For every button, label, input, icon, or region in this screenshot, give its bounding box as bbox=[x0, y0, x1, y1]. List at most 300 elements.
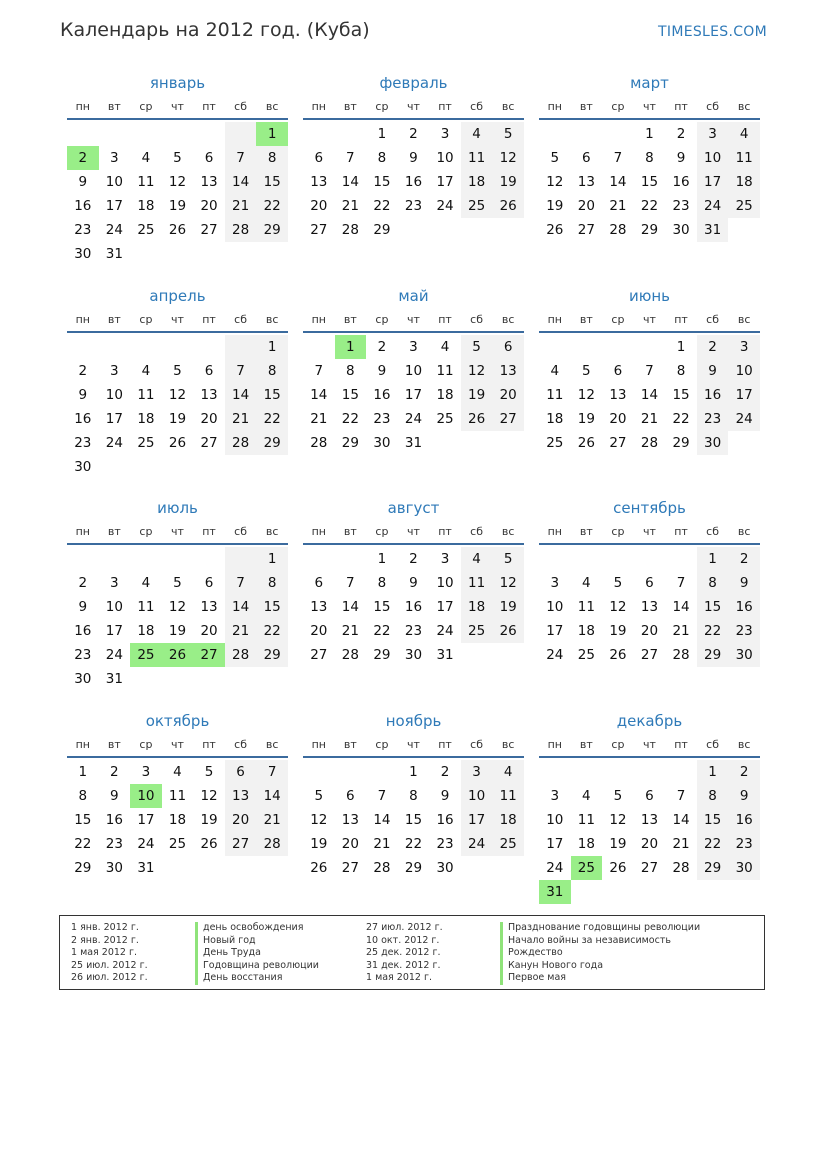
day-cell: 15 bbox=[256, 383, 288, 407]
page-title: Календарь на 2012 год. (Куба) bbox=[60, 19, 370, 41]
day-cell: 7 bbox=[256, 760, 288, 784]
week-row bbox=[67, 122, 288, 146]
weekday-label: чт bbox=[171, 525, 184, 538]
week-row bbox=[539, 383, 760, 407]
empty-cell bbox=[162, 667, 194, 691]
day-cell: 11 bbox=[137, 599, 155, 615]
day-cell: 25 bbox=[461, 619, 493, 643]
day-cell: 25 bbox=[728, 194, 760, 218]
week-row bbox=[539, 146, 760, 170]
weekday-label: чт bbox=[407, 525, 420, 538]
empty-cell bbox=[728, 431, 760, 455]
empty-cell bbox=[99, 122, 131, 146]
day-cell: 29 bbox=[341, 435, 359, 451]
empty-cell bbox=[571, 547, 603, 571]
day-cell: 11 bbox=[461, 146, 493, 170]
week-row bbox=[539, 170, 760, 194]
day-cell: 4 bbox=[141, 363, 151, 379]
weekday-label: пн bbox=[311, 313, 326, 326]
day-cell: 15 bbox=[373, 599, 391, 615]
day-cell: 27 bbox=[609, 435, 627, 451]
weekday-label: пн bbox=[75, 100, 90, 113]
day-cell: 4 bbox=[582, 788, 591, 804]
day-cell: 13 bbox=[310, 599, 328, 615]
week-row bbox=[539, 808, 760, 832]
day-cell: 3 bbox=[110, 575, 119, 591]
day-cell: 4 bbox=[173, 764, 182, 780]
empty-cell bbox=[162, 242, 194, 266]
weekday-label: пт bbox=[202, 525, 216, 538]
day-cell: 26 bbox=[200, 836, 218, 852]
day-cell: 29 bbox=[640, 222, 659, 238]
day-cell: 6 bbox=[204, 363, 214, 379]
day-cell: 5 bbox=[314, 788, 324, 804]
day-cell: 15 bbox=[672, 387, 690, 403]
day-cell: 28 bbox=[225, 431, 257, 455]
day-cell: 22 bbox=[672, 411, 690, 427]
day-cell: 25 bbox=[577, 647, 595, 663]
week-row bbox=[539, 643, 760, 667]
day-cell: 13 bbox=[609, 387, 627, 403]
week-row bbox=[303, 760, 524, 784]
day-cell: 24 bbox=[105, 647, 123, 663]
empty-cell bbox=[256, 667, 288, 691]
empty-cell bbox=[162, 856, 194, 880]
day-cell: 13 bbox=[492, 359, 524, 383]
month-name: декабрь bbox=[616, 712, 683, 730]
day-cell: 16 bbox=[74, 198, 92, 214]
weekday-header bbox=[539, 96, 760, 118]
day-cell: 7 bbox=[645, 363, 654, 379]
legend-date: 25 июл. 2012 г. bbox=[71, 959, 148, 971]
day-cell: 9 bbox=[728, 784, 760, 808]
day-cell: 11 bbox=[728, 146, 760, 170]
empty-cell bbox=[602, 760, 634, 784]
empty-cell bbox=[303, 760, 335, 784]
day-cell: 6 bbox=[204, 150, 214, 166]
day-cell: 30 bbox=[404, 647, 423, 663]
day-cell: 8 bbox=[256, 359, 288, 383]
empty-cell bbox=[225, 242, 257, 266]
header-divider bbox=[303, 331, 524, 333]
day-cell: 24 bbox=[546, 860, 564, 876]
day-cell: 6 bbox=[645, 575, 654, 591]
day-cell: 22 bbox=[404, 836, 423, 852]
empty-cell bbox=[225, 455, 257, 479]
legend-date: 1 янв. 2012 г. bbox=[71, 922, 139, 933]
day-cell: 28 bbox=[225, 218, 257, 242]
week-row bbox=[67, 335, 288, 359]
week-row bbox=[303, 383, 524, 407]
weekday-label: чт bbox=[643, 738, 656, 751]
weekday-label: чт bbox=[643, 525, 656, 538]
day-cell: 21 bbox=[256, 808, 288, 832]
day-cell: 1 bbox=[377, 126, 387, 142]
month-2 bbox=[303, 70, 524, 242]
day-cell: 1 bbox=[409, 764, 418, 780]
day-cell: 23 bbox=[728, 619, 760, 643]
weekday-label: вт bbox=[579, 738, 593, 751]
weekday-label: пн bbox=[311, 525, 326, 538]
month-name: апрель bbox=[149, 287, 206, 305]
weekday-header bbox=[303, 309, 524, 331]
empty-cell bbox=[571, 880, 603, 904]
day-cell: 5 bbox=[173, 363, 182, 379]
day-cell: 29 bbox=[373, 222, 391, 238]
weekday-label: пт bbox=[202, 100, 216, 113]
empty-cell bbox=[99, 547, 131, 571]
day-cell: 13 bbox=[310, 174, 328, 190]
day-cell: 30 bbox=[74, 246, 92, 262]
day-cell: 30 bbox=[728, 856, 760, 880]
day-cell: 20 bbox=[200, 623, 218, 639]
day-cell: 13 bbox=[200, 174, 218, 190]
day-cell: 12 bbox=[200, 788, 218, 804]
day-cell: 9 bbox=[409, 150, 418, 166]
weekday-label: вт bbox=[579, 100, 593, 113]
day-cell: 13 bbox=[225, 784, 257, 808]
legend-holiday-name: День Труда bbox=[195, 947, 319, 960]
weekday-label: ср bbox=[139, 313, 153, 326]
day-cell: 24 bbox=[461, 832, 493, 856]
day-cell: 21 bbox=[672, 623, 690, 639]
weekday-header bbox=[303, 521, 524, 543]
day-cell: 12 bbox=[310, 812, 328, 828]
day-cell: 12 bbox=[168, 387, 187, 403]
day-cell: 2 bbox=[728, 547, 760, 571]
month-name: сентябрь bbox=[613, 499, 686, 517]
weekday-label: сб bbox=[470, 313, 484, 326]
empty-cell bbox=[571, 335, 603, 359]
day-cell: 5 bbox=[461, 335, 493, 359]
day-cell: 20 bbox=[200, 198, 218, 214]
month-name: ноябрь bbox=[385, 712, 442, 730]
weekday-label: вт bbox=[107, 525, 121, 538]
day-cell: 26 bbox=[492, 619, 524, 643]
day-cell: 24 bbox=[436, 623, 454, 639]
day-cell: 7 bbox=[676, 575, 686, 591]
day-cell: 11 bbox=[436, 363, 454, 379]
week-row bbox=[67, 383, 288, 407]
empty-cell bbox=[634, 760, 666, 784]
day-cell: 21 bbox=[341, 623, 359, 639]
day-cell: 16 bbox=[728, 595, 760, 619]
week-row bbox=[67, 407, 288, 431]
day-cell: 29 bbox=[256, 643, 288, 667]
day-cell: 7 bbox=[377, 788, 387, 804]
empty-cell bbox=[130, 547, 162, 571]
weekday-label: чт bbox=[171, 738, 184, 751]
day-cell: 9 bbox=[728, 571, 760, 595]
day-cell: 3 bbox=[550, 788, 560, 804]
day-cell: 15 bbox=[74, 812, 92, 828]
weekday-label: пн bbox=[75, 313, 90, 326]
day-cell: 22 bbox=[256, 407, 288, 431]
day-cell: 2 bbox=[78, 575, 88, 591]
day-cell: 23 bbox=[404, 623, 423, 639]
day-cell: 31 bbox=[137, 860, 155, 876]
empty-cell bbox=[67, 122, 99, 146]
week-row bbox=[539, 407, 760, 431]
day-cell: 17 bbox=[105, 198, 123, 214]
day-cell: 26 bbox=[609, 860, 627, 876]
empty-cell bbox=[193, 455, 225, 479]
site-logo-link[interactable]: TIMESLES.COM bbox=[658, 24, 767, 40]
day-cell: 22 bbox=[373, 198, 391, 214]
holiday-day-cell: 1 bbox=[256, 122, 288, 146]
month-6 bbox=[539, 283, 760, 455]
empty-cell bbox=[193, 242, 225, 266]
day-cell: 6 bbox=[492, 335, 524, 359]
day-cell: 24 bbox=[404, 411, 423, 427]
header-divider bbox=[539, 331, 760, 333]
weekday-label: ср bbox=[139, 100, 153, 113]
empty-cell bbox=[398, 218, 430, 242]
day-cell: 7 bbox=[676, 788, 686, 804]
day-cell: 11 bbox=[137, 387, 155, 403]
day-cell: 28 bbox=[310, 435, 328, 451]
day-cell: 27 bbox=[225, 832, 257, 856]
day-cell: 3 bbox=[110, 150, 119, 166]
day-cell: 5 bbox=[550, 150, 560, 166]
day-cell: 26 bbox=[310, 860, 328, 876]
month-name: июль bbox=[157, 499, 198, 517]
day-cell: 28 bbox=[672, 647, 690, 663]
weekday-label: вс bbox=[265, 100, 279, 113]
weekday-label: вт bbox=[107, 313, 121, 326]
weekday-label: пт bbox=[674, 525, 688, 538]
day-cell: 9 bbox=[78, 599, 88, 615]
empty-cell bbox=[602, 880, 634, 904]
day-cell: 7 bbox=[225, 359, 257, 383]
week-row bbox=[303, 547, 524, 571]
day-cell: 15 bbox=[256, 170, 288, 194]
day-cell: 16 bbox=[404, 599, 423, 615]
day-cell: 27 bbox=[341, 860, 359, 876]
day-cell: 4 bbox=[141, 575, 151, 591]
day-cell: 29 bbox=[256, 218, 288, 242]
day-cell: 5 bbox=[582, 363, 591, 379]
day-cell: 10 bbox=[404, 363, 423, 379]
day-cell: 6 bbox=[582, 150, 591, 166]
day-cell: 23 bbox=[74, 435, 92, 451]
month-7 bbox=[67, 495, 288, 691]
empty-cell bbox=[193, 547, 225, 571]
day-cell: 27 bbox=[310, 222, 328, 238]
weekday-label: пн bbox=[311, 100, 326, 113]
weekday-label: ср bbox=[375, 525, 389, 538]
day-cell: 9 bbox=[110, 788, 119, 804]
legend-date: 1 мая 2012 г. bbox=[366, 972, 432, 984]
holiday-day-cell: 31 bbox=[539, 880, 571, 904]
day-cell: 10 bbox=[697, 146, 729, 170]
day-cell: 8 bbox=[377, 150, 387, 166]
day-cell: 28 bbox=[341, 647, 359, 663]
day-cell: 31 bbox=[404, 435, 423, 451]
legend-date: 10 окт. 2012 г. bbox=[366, 934, 440, 946]
day-cell: 27 bbox=[492, 407, 524, 431]
day-cell: 30 bbox=[74, 459, 92, 475]
day-cell: 13 bbox=[341, 812, 359, 828]
holiday-day-cell: 26 bbox=[162, 643, 194, 667]
day-cell: 17 bbox=[461, 808, 493, 832]
day-cell: 26 bbox=[577, 435, 595, 451]
day-cell: 12 bbox=[168, 599, 187, 615]
empty-cell bbox=[429, 218, 461, 242]
day-cell: 8 bbox=[676, 363, 686, 379]
week-row bbox=[303, 619, 524, 643]
week-row bbox=[539, 595, 760, 619]
day-cell: 19 bbox=[310, 836, 328, 852]
day-cell: 20 bbox=[492, 383, 524, 407]
empty-cell bbox=[461, 218, 493, 242]
day-cell: 15 bbox=[373, 174, 391, 190]
day-cell: 31 bbox=[436, 647, 454, 663]
month-name: июнь bbox=[628, 287, 671, 305]
empty-cell bbox=[193, 667, 225, 691]
month-name: май bbox=[398, 287, 429, 305]
empty-cell bbox=[225, 667, 257, 691]
week-row bbox=[67, 808, 288, 832]
header-divider bbox=[67, 331, 288, 333]
weekday-header bbox=[67, 734, 288, 756]
day-cell: 11 bbox=[168, 788, 187, 804]
day-cell: 3 bbox=[728, 335, 760, 359]
day-cell: 22 bbox=[74, 836, 92, 852]
legend-date: 27 июл. 2012 г. bbox=[366, 922, 443, 933]
day-cell: 1 bbox=[697, 547, 729, 571]
day-cell: 16 bbox=[436, 812, 454, 828]
day-cell: 18 bbox=[137, 198, 155, 214]
weekday-label: пт bbox=[202, 313, 216, 326]
day-cell: 28 bbox=[341, 222, 359, 238]
day-cell: 20 bbox=[225, 808, 257, 832]
weekday-header bbox=[539, 734, 760, 756]
empty-cell bbox=[335, 122, 367, 146]
day-cell: 29 bbox=[672, 435, 690, 451]
week-row bbox=[303, 595, 524, 619]
day-cell: 16 bbox=[74, 623, 92, 639]
day-cell: 13 bbox=[200, 599, 218, 615]
day-cell: 8 bbox=[256, 571, 288, 595]
day-cell: 17 bbox=[728, 383, 760, 407]
day-cell: 19 bbox=[546, 198, 564, 214]
day-cell: 17 bbox=[546, 623, 564, 639]
day-cell: 18 bbox=[492, 808, 524, 832]
day-cell: 3 bbox=[141, 764, 151, 780]
day-cell: 9 bbox=[78, 387, 88, 403]
day-cell: 19 bbox=[168, 411, 187, 427]
day-cell: 13 bbox=[640, 599, 659, 615]
day-cell: 24 bbox=[728, 407, 760, 431]
legend-date: 2 янв. 2012 г. bbox=[71, 934, 139, 946]
empty-cell bbox=[335, 760, 367, 784]
day-cell: 13 bbox=[640, 812, 659, 828]
day-cell: 11 bbox=[461, 571, 493, 595]
day-cell: 3 bbox=[440, 126, 450, 142]
weekday-label: пт bbox=[674, 738, 688, 751]
day-cell: 12 bbox=[546, 174, 564, 190]
legend-date: 1 мая 2012 г. bbox=[71, 947, 137, 959]
weekday-header bbox=[303, 96, 524, 118]
empty-cell bbox=[67, 335, 99, 359]
day-cell: 25 bbox=[492, 832, 524, 856]
day-cell: 1 bbox=[256, 547, 288, 571]
day-cell: 23 bbox=[74, 222, 92, 238]
day-cell: 12 bbox=[492, 146, 524, 170]
day-cell: 9 bbox=[78, 174, 88, 190]
day-cell: 23 bbox=[436, 836, 454, 852]
week-row bbox=[67, 242, 288, 266]
day-cell: 10 bbox=[546, 599, 564, 615]
day-cell: 6 bbox=[346, 788, 355, 804]
day-cell: 6 bbox=[204, 575, 214, 591]
day-cell: 26 bbox=[609, 647, 627, 663]
week-row bbox=[539, 784, 760, 808]
day-cell: 23 bbox=[105, 836, 123, 852]
empty-cell bbox=[130, 122, 162, 146]
weekday-label: чт bbox=[171, 100, 184, 113]
day-cell: 14 bbox=[256, 784, 288, 808]
weekday-label: ср bbox=[139, 738, 153, 751]
day-cell: 16 bbox=[672, 174, 690, 190]
day-cell: 24 bbox=[105, 435, 123, 451]
empty-cell bbox=[539, 335, 571, 359]
week-row bbox=[303, 407, 524, 431]
day-cell: 13 bbox=[577, 174, 595, 190]
weekday-label: ср bbox=[375, 100, 389, 113]
day-cell: 14 bbox=[225, 170, 257, 194]
day-cell: 22 bbox=[640, 198, 659, 214]
day-cell: 16 bbox=[105, 812, 123, 828]
empty-cell bbox=[634, 335, 666, 359]
day-cell: 28 bbox=[609, 222, 627, 238]
weekday-label: ср bbox=[611, 738, 625, 751]
empty-cell bbox=[429, 431, 461, 455]
weekday-label: вс bbox=[737, 313, 751, 326]
week-row bbox=[303, 571, 524, 595]
weekday-label: сб bbox=[234, 100, 248, 113]
day-cell: 4 bbox=[461, 122, 493, 146]
day-cell: 9 bbox=[676, 150, 686, 166]
day-cell: 7 bbox=[613, 150, 623, 166]
weekday-label: вт bbox=[343, 100, 357, 113]
day-cell: 21 bbox=[225, 194, 257, 218]
day-cell: 5 bbox=[492, 547, 524, 571]
day-cell: 9 bbox=[697, 359, 729, 383]
day-cell: 4 bbox=[492, 760, 524, 784]
day-cell: 10 bbox=[105, 387, 123, 403]
day-cell: 14 bbox=[341, 599, 359, 615]
weekday-label: вт bbox=[107, 738, 121, 751]
day-cell: 4 bbox=[440, 339, 450, 355]
day-cell: 7 bbox=[225, 146, 257, 170]
day-cell: 23 bbox=[672, 198, 690, 214]
empty-cell bbox=[602, 122, 634, 146]
week-row bbox=[67, 571, 288, 595]
weekday-label: вс bbox=[265, 738, 279, 751]
day-cell: 1 bbox=[377, 551, 387, 567]
day-cell: 20 bbox=[577, 198, 595, 214]
weekday-label: сб bbox=[706, 313, 720, 326]
day-cell: 1 bbox=[697, 760, 729, 784]
day-cell: 14 bbox=[672, 599, 690, 615]
week-row bbox=[67, 431, 288, 455]
empty-cell bbox=[634, 880, 666, 904]
day-cell: 20 bbox=[341, 836, 359, 852]
day-cell: 4 bbox=[728, 122, 760, 146]
day-cell: 26 bbox=[492, 194, 524, 218]
